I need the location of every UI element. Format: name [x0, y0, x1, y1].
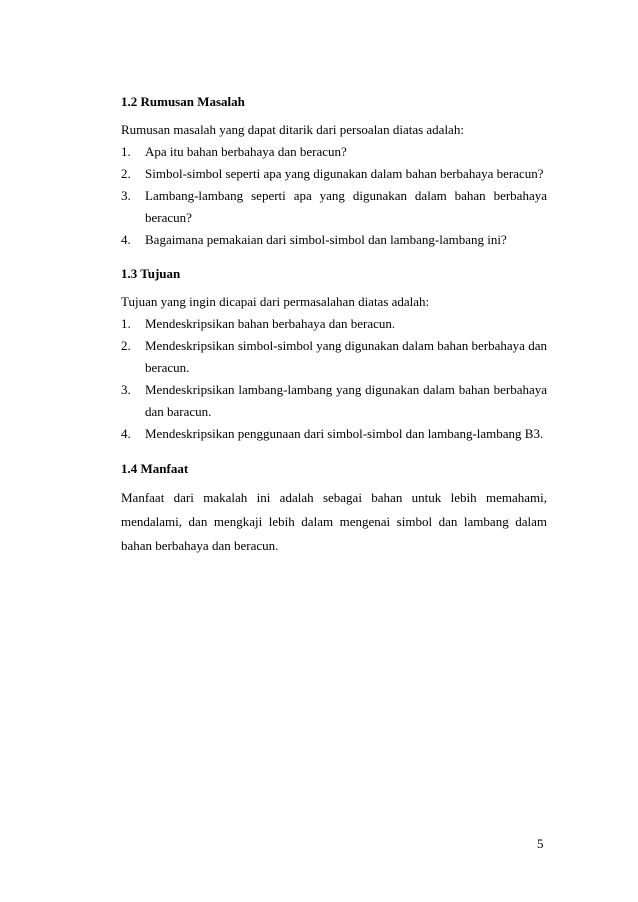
- list-text: Mendeskripsikan bahan berbahaya dan beracun.: [145, 316, 396, 331]
- section-heading-tujuan: 1.3 Tujuan: [121, 266, 181, 281]
- list-number: 2.: [121, 166, 131, 181]
- list-number: 4.: [121, 426, 131, 441]
- section-heading-manfaat: 1.4 Manfaat: [121, 461, 189, 476]
- list-text: Mendeskripsikan lambang-lambang yang digunakan dalam bahan berbahaya: [145, 382, 547, 397]
- list-text: Lambang-lambang seperti apa yang digunakan dalam bahan berbahaya: [145, 188, 547, 203]
- list-number: 1.: [121, 316, 131, 331]
- list-text: Mendeskripsikan penggunaan dari simbol-simbol dan lambang-lambang B3.: [145, 426, 544, 441]
- list-text-continuation: beracun?: [145, 210, 192, 225]
- page-number: 5: [537, 836, 544, 851]
- list-number: 3.: [121, 188, 131, 203]
- list-number: 2.: [121, 338, 131, 353]
- list-number: 1.: [121, 144, 131, 159]
- list-number: 4.: [121, 232, 131, 247]
- manfaat-line: bahan berbahaya dan beracun.: [121, 538, 279, 553]
- manfaat-line: mendalami, dan mengkaji lebih dalam mengenai simbol dan lambang dalam: [121, 514, 547, 529]
- list-text-continuation: dan baracun.: [145, 404, 212, 419]
- rumusan-intro: Rumusan masalah yang dapat ditarik dari persoalan diatas adalah:: [121, 122, 464, 137]
- list-text: Bagaimana pemakaian dari simbol-simbol dan lambang-lambang ini?: [145, 232, 507, 247]
- list-text: Simbol-simbol seperti apa yang digunakan dalam bahan berbahaya beracun?: [145, 166, 544, 181]
- list-text: Apa itu bahan berbahaya dan beracun?: [145, 144, 347, 159]
- list-text: Mendeskripsikan simbol-simbol yang digunakan dalam bahan berbahaya dan: [145, 338, 547, 353]
- manfaat-line: Manfaat dari makalah ini adalah sebagai bahan untuk lebih memahami,: [121, 490, 547, 505]
- list-text-continuation: beracun.: [145, 360, 190, 375]
- section-heading-rumusan: 1.2 Rumusan Masalah: [121, 94, 245, 109]
- tujuan-intro: Tujuan yang ingin dicapai dari permasalahan diatas adalah:: [121, 294, 430, 309]
- list-number: 3.: [121, 382, 131, 397]
